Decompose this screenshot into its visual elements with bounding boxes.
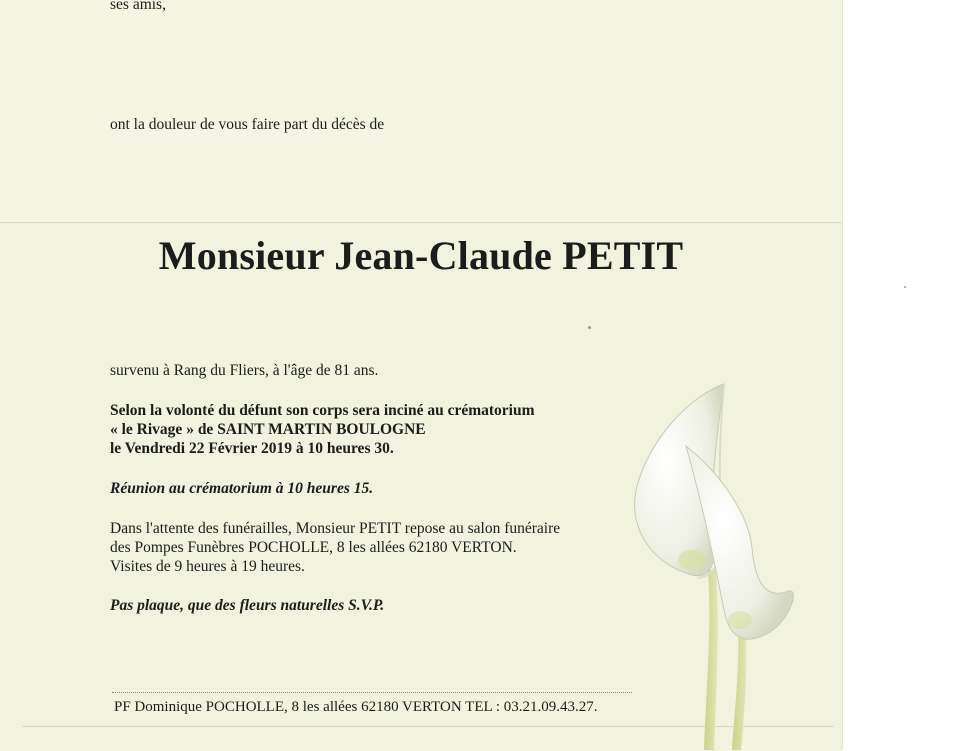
text-friends: ses amis, bbox=[110, 0, 166, 13]
cremation-line-3: le Vendredi 22 Février 2019 à 10 heures 30. bbox=[110, 440, 394, 457]
wake-line-2: des Pompes Funèbres POCHOLLE, 8 les allées 62180 VERTON. bbox=[110, 539, 517, 556]
paper-speck bbox=[588, 326, 591, 329]
footer-dotted-rule bbox=[112, 692, 632, 693]
flowers-note: Pas plaque, que des fleurs naturelles S.V.P. bbox=[110, 597, 385, 614]
text-death-details: survenu à Rang du Fliers, à l'âge de 81 ans. bbox=[110, 362, 379, 379]
wake-line-3: Visites de 9 heures à 19 heures. bbox=[110, 558, 305, 575]
text-sorrow: ont la douleur de vous faire part du décès de bbox=[110, 116, 385, 133]
deceased-name: Monsieur Jean-Claude PETIT bbox=[158, 233, 684, 278]
cremation-line-2: « le Rivage » de SAINT MARTIN BOULOGNE bbox=[110, 421, 426, 438]
footer-contact: PF Dominique POCHOLLE, 8 les allées 62180 VERTON TEL : 03.21.09.43.27. bbox=[114, 699, 598, 715]
cremation-line-1: Selon la volonté du défunt son corps sera inciné au crématorium bbox=[110, 402, 535, 419]
paper-speck bbox=[904, 286, 906, 288]
calla-lily-icon bbox=[620, 370, 810, 750]
wake-line-1: Dans l'attente des funérailles, Monsieur PETIT repose au salon funéraire bbox=[110, 520, 561, 537]
meeting-note: Réunion au crématorium à 10 heures 15. bbox=[110, 480, 374, 497]
